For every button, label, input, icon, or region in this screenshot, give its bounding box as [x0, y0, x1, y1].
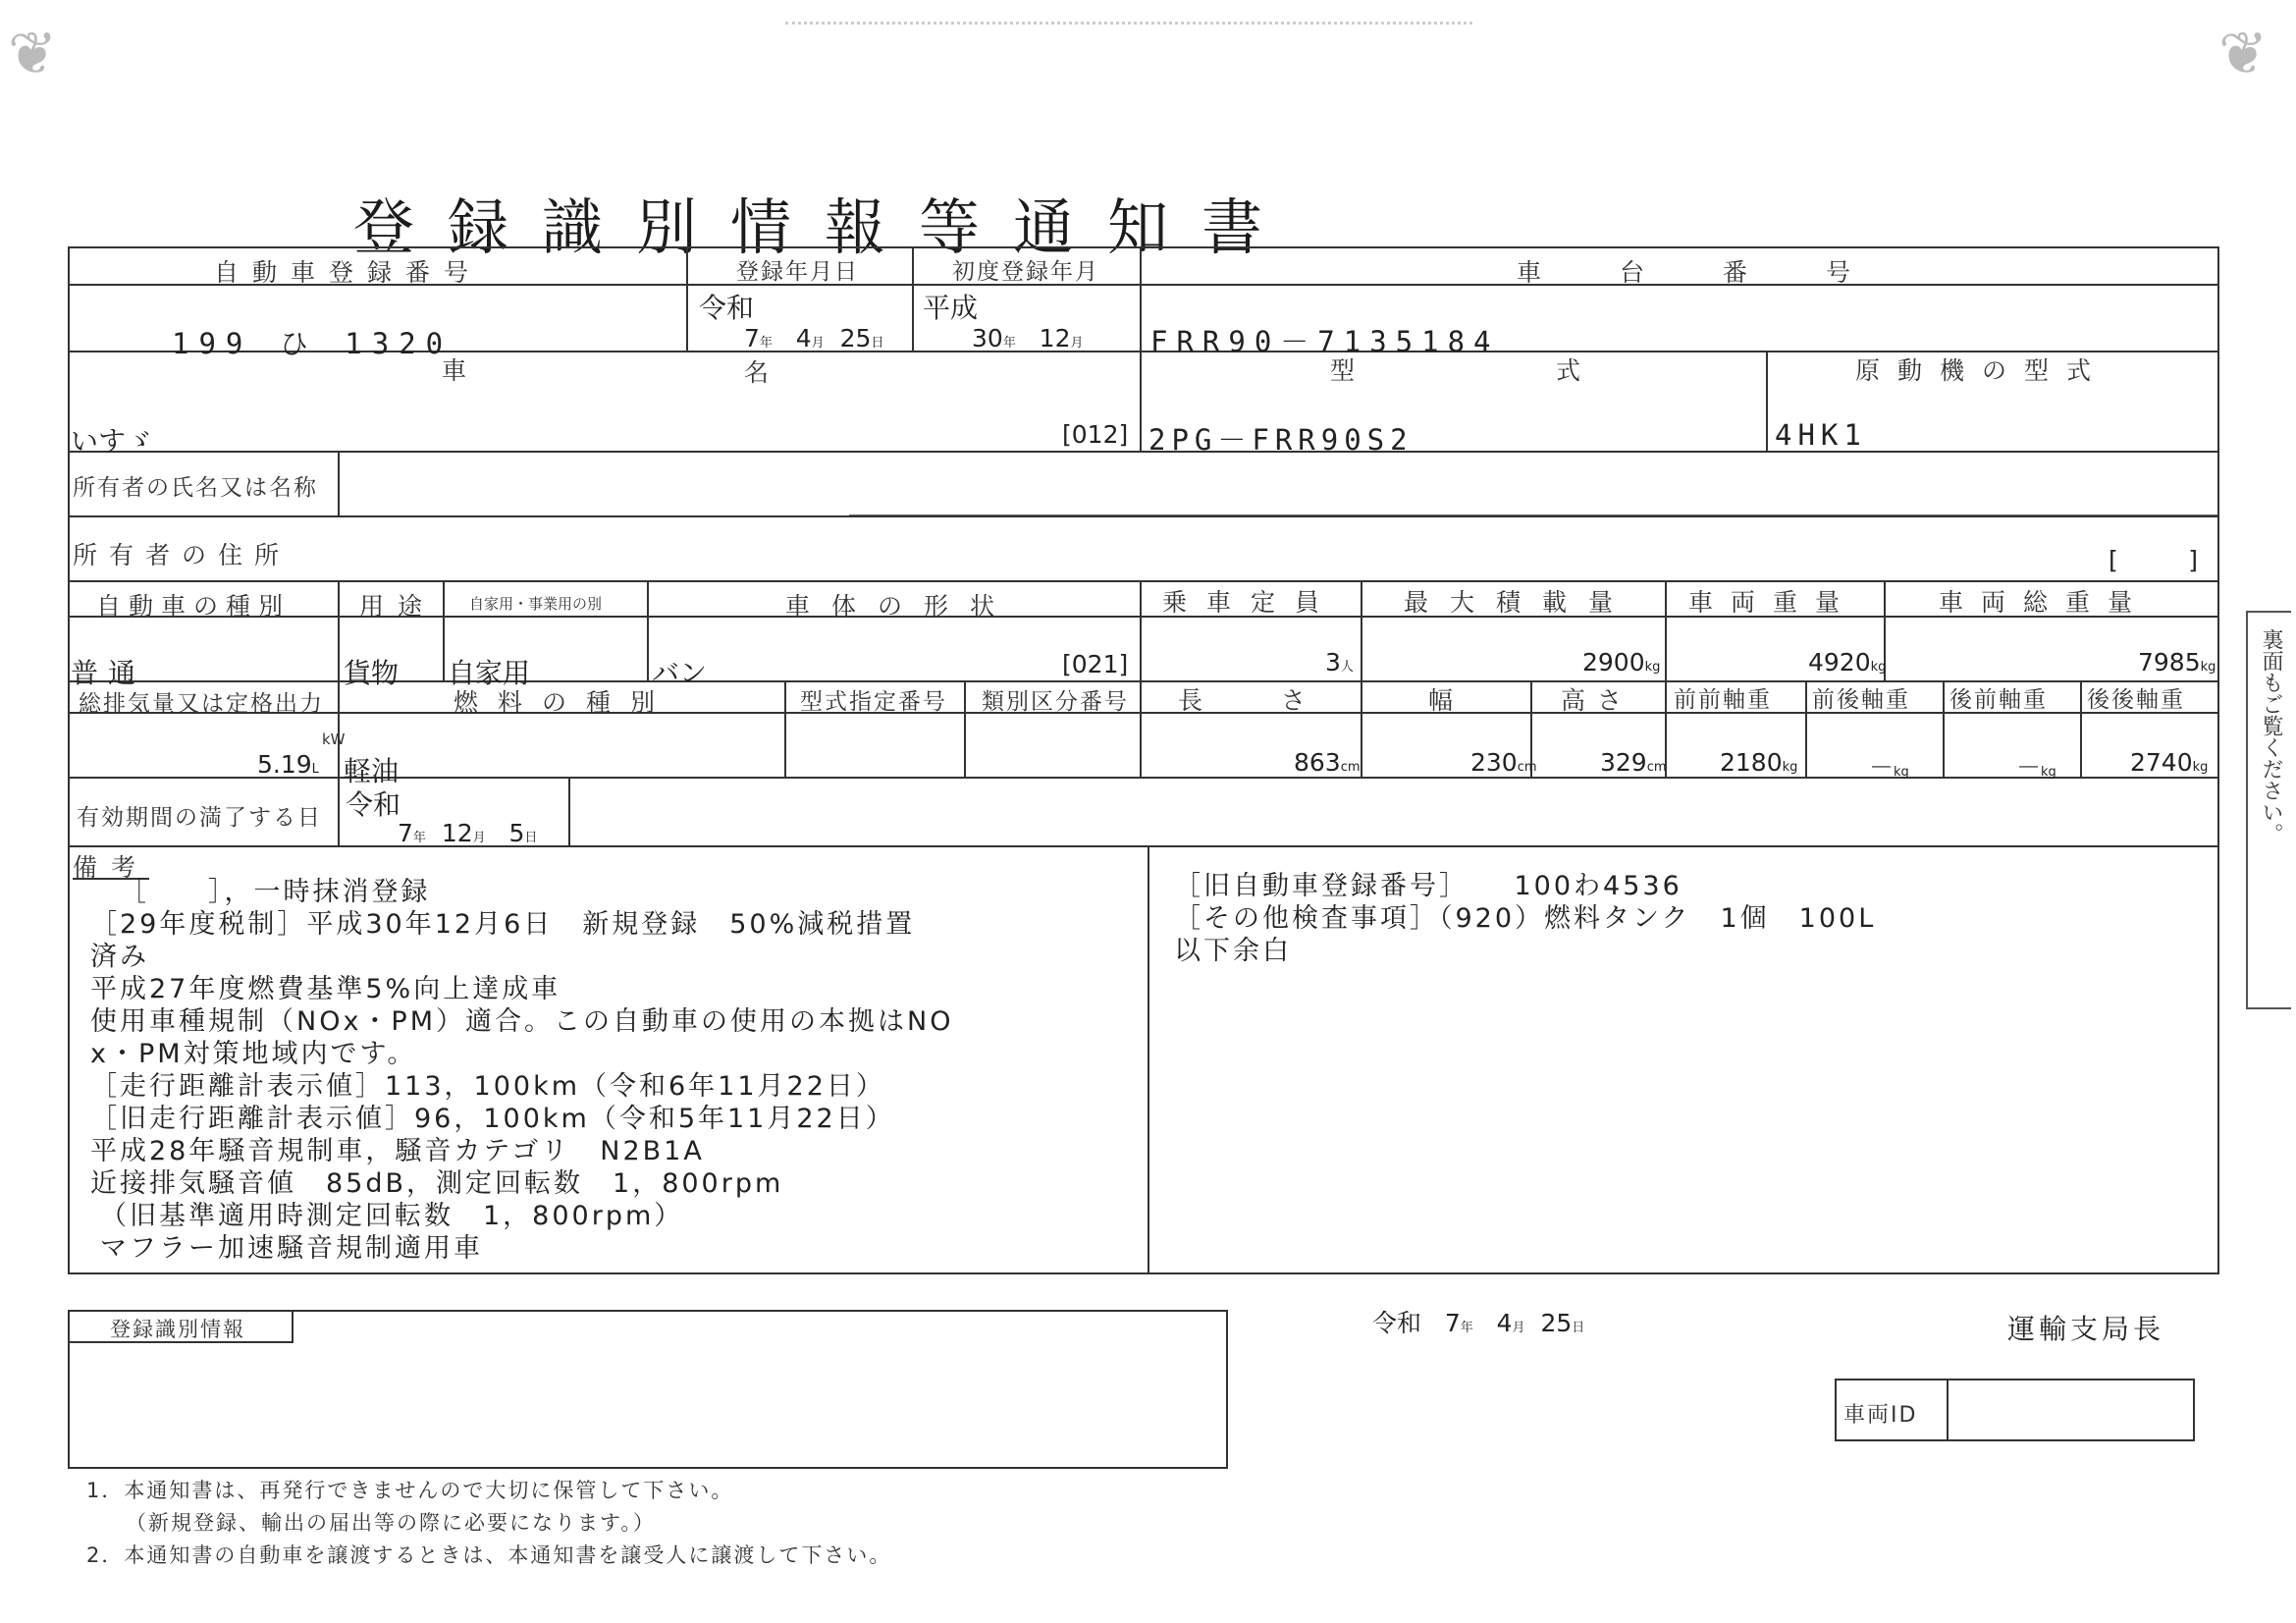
reg-no-label: 自動車登録番号 — [214, 258, 483, 287]
height-label: 高さ — [1561, 686, 1634, 715]
front-rear-axle-label: 前後軸重 — [1812, 687, 1910, 713]
remark-line: マフラー加速騒音規制適用車 — [100, 1233, 483, 1264]
kind-value: 普通 — [71, 657, 146, 689]
side-note: 裏面もご覧ください。 — [2259, 628, 2283, 844]
remark-line: （旧基準適用時測定回転数 1，800rpm） — [100, 1201, 684, 1231]
expiry-value: 7年 12月 5日 — [398, 819, 538, 847]
remark-line: 平成27年度燃費基準5%向上達成車 — [90, 974, 561, 1004]
displacement-value: 5.19L — [257, 750, 319, 779]
max-load-value: 2900kg — [1582, 648, 1661, 676]
engine-value: 4HK1 — [1775, 418, 1867, 452]
capacity-label: 乗車定員 — [1162, 588, 1340, 617]
first-reg-era: 平成 — [923, 292, 979, 324]
remark-line: ［旧自動車登録番号］ 100わ4536 — [1174, 871, 1682, 901]
engine-label: 原動機の型式 — [1855, 356, 2109, 385]
remark-line: ［29年度税制］平成30年12月6日 新規登録 50%減税措置 — [90, 909, 916, 940]
chassis-label: 車台番号 — [1517, 258, 1930, 287]
remark-line: 近接排気騒音値 85dB，測定回転数 1，800rpm — [90, 1168, 784, 1199]
remarks-right — [1174, 870, 1876, 967]
type-approval-label: 型式指定番号 — [800, 689, 947, 715]
expiry-era: 令和 — [346, 788, 401, 821]
footnotes — [86, 1475, 891, 1572]
width-value: 230cm — [1470, 748, 1537, 777]
gross-weight-label: 車両総重量 — [1939, 588, 2151, 617]
reg-info-label: 登録識別情報 — [110, 1318, 245, 1341]
remark-line: ［旧走行距離計表示値］96，100km（令和5年11月22日） — [90, 1104, 895, 1134]
footnote-line: （新規登録、輸出の届出等の際に必要になります。） — [126, 1511, 656, 1535]
front-front-axle-label: 前前軸重 — [1674, 687, 1772, 713]
expiry-label: 有効期間の満了する日 — [77, 805, 322, 831]
private-label: 自家用・事業用の別 — [469, 595, 603, 613]
gross-weight-value: 7985kg — [2138, 648, 2216, 676]
displacement-label: 総排気量又は定格出力 — [79, 691, 324, 717]
remark-line: 使用車種規制（NOx・PM）適合。この自動車の使用の本拠はNO — [90, 1006, 954, 1037]
use-value: 貨物 — [344, 657, 400, 689]
vehicle-weight-label: 車両重量 — [1688, 588, 1858, 617]
remark-line: 済み — [90, 942, 149, 972]
length-value: 863cm — [1294, 748, 1361, 777]
remarks-left — [90, 876, 953, 1265]
issue-date: 令和 7年 4月 25日 — [1372, 1309, 1585, 1337]
front-front-axle-value: 2180kg — [1720, 748, 1798, 777]
type-code: [012] — [1062, 420, 1129, 449]
owner-name-label: 所有者の氏名又は名称 — [73, 475, 318, 501]
rear-rear-axle-value: 2740kg — [2130, 748, 2209, 777]
corner-ornament-right: ❦ — [2218, 20, 2269, 88]
reg-date-label: 登録年月日 — [736, 259, 859, 285]
remark-line: 平成28年騒音規制車，騒音カテゴリ N2B1A — [90, 1136, 705, 1166]
kind-label: 自動車の種別 — [96, 592, 292, 621]
remark-line: ［ ］，一時抹消登録 — [120, 877, 431, 907]
private-value: 自家用 — [448, 657, 531, 689]
car-name-label-1: 車 — [442, 356, 481, 385]
first-reg-label: 初度登録年月 — [952, 259, 1099, 285]
remarks-label: 備考 — [73, 853, 150, 882]
first-reg-value: 30年 12月 — [972, 324, 1084, 352]
fuel-label: 燃料の種別 — [454, 688, 675, 717]
footnote-line: 2．本通知書の自動車を譲渡するときは、本通知書を譲受人に譲渡して下さい。 — [86, 1543, 892, 1567]
owner-address-label: 所有者の住所 — [73, 541, 292, 569]
fuel-value: 軽油 — [344, 755, 400, 787]
corner-ornament-left: ❦ — [8, 20, 58, 88]
reg-date-era: 令和 — [699, 292, 755, 324]
maker-value: いすゞ — [71, 425, 154, 458]
document-title: 登録識別情報等通知書 — [353, 191, 1297, 263]
rear-rear-axle-label: 後後軸重 — [2087, 687, 2185, 713]
remark-line: ［その他検査事項］（920）燃料タンク 1個 100L — [1174, 903, 1877, 934]
type-label-1: 型 — [1330, 356, 1369, 385]
max-load-label: 最大積載量 — [1404, 588, 1635, 617]
car-name-label-2: 名 — [744, 358, 783, 387]
type-label-2: 式 — [1556, 356, 1595, 385]
body-value: バン — [652, 657, 708, 689]
rear-front-axle-label: 後前軸重 — [1949, 687, 2048, 713]
length-label: 長さ — [1178, 686, 1385, 715]
width-label: 幅 — [1428, 686, 1468, 715]
rear-front-axle-value: －kg — [2016, 753, 2056, 782]
body-code: [021] — [1062, 650, 1129, 678]
capacity-value: 3人 — [1325, 648, 1354, 676]
kw-unit: kW — [322, 730, 346, 748]
use-label: 用途 — [359, 592, 437, 621]
owner-address-bracket: [ ] — [2109, 546, 2199, 574]
remark-line: 以下余白 — [1174, 936, 1292, 966]
front-rear-axle-value: －kg — [1869, 753, 1909, 782]
issuer: 運輸支局長 — [2007, 1313, 2165, 1345]
vehicle-weight-value: 4920kg — [1808, 648, 1887, 676]
model-value: 2PG－FRR90S2 — [1148, 423, 1414, 457]
reg-date-value: 7年 4月 25日 — [744, 324, 884, 352]
vehicle-id-label: 車両ID — [1843, 1403, 1918, 1428]
remark-line: x・PM対策地域内です。 — [90, 1039, 417, 1069]
chassis-no-value: FRR90－7135184 — [1150, 325, 1500, 358]
class-no-label: 類別区分番号 — [982, 689, 1129, 715]
reg-no-value: 199 ひ 1320 — [172, 327, 454, 360]
body-shape-label: 車体の形状 — [785, 592, 1017, 621]
remark-line: ［走行距離計表示値］113，100km（令和6年11月22日） — [90, 1071, 885, 1102]
height-value: 329cm — [1600, 748, 1667, 777]
footnote-line: 1．本通知書は、再発行できませんので大切に保管して下さい。 — [86, 1479, 734, 1502]
